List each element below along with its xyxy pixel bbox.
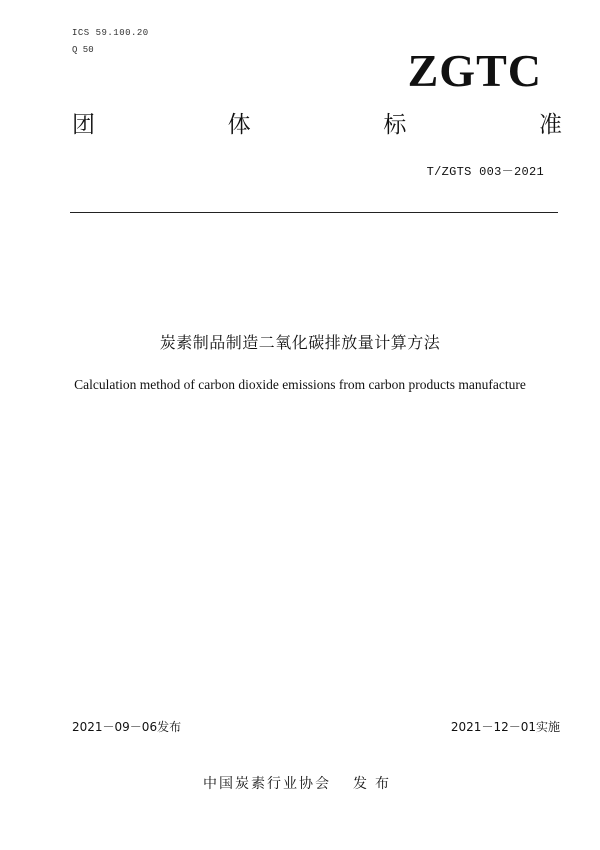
standard-logo: ZGTC <box>407 45 542 96</box>
publisher-organization: 中国炭素行业协会 <box>203 776 331 792</box>
publisher-action: 发布 <box>353 776 397 792</box>
standard-number: T/ZGTS 003－2021 <box>426 165 544 179</box>
header-divider <box>70 212 558 213</box>
document-title-english: Calculation method of carbon dioxide emissions from carbon products manufacture <box>74 377 526 392</box>
publisher-line <box>0 773 600 793</box>
document-title-chinese: 炭素制品制造二氧化碳排放量计算方法 <box>159 333 441 352</box>
ics-code: ICS 59.100.20 <box>72 28 149 38</box>
issue-date: 2021－09－06发布 <box>72 720 182 734</box>
ccs-code: Q 50 <box>72 45 94 55</box>
standard-type-char: 准 <box>538 112 562 138</box>
standard-type-char: 体 <box>227 112 251 138</box>
standard-type-char: 标 <box>383 112 407 138</box>
standard-type-char: 团 <box>72 112 95 138</box>
standard-type-heading <box>72 114 562 137</box>
implementation-date: 2021－12－01实施 <box>450 720 560 734</box>
